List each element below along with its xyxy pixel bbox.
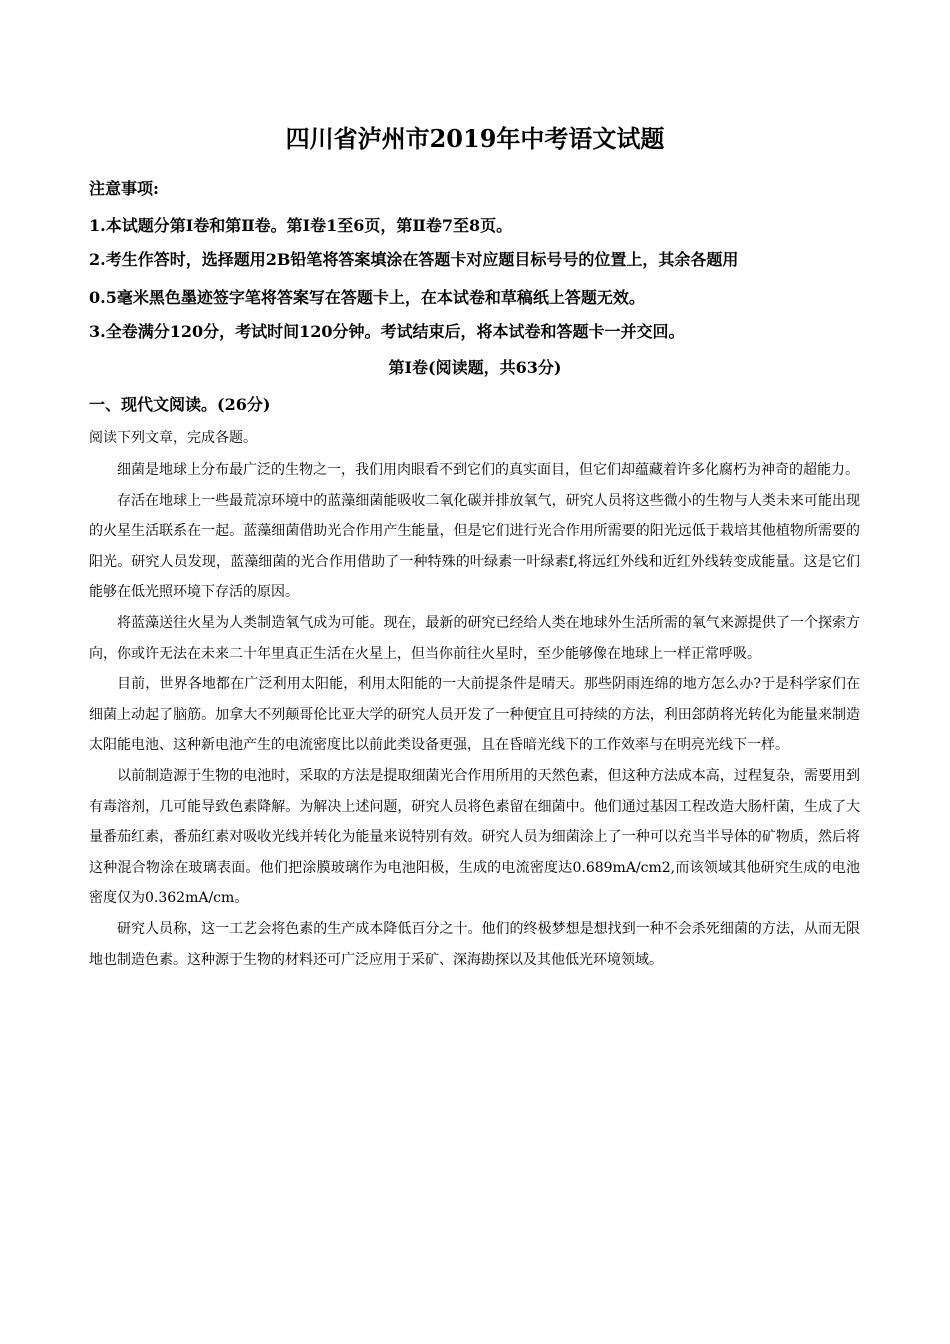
notice-item: 1.本试题分第Ⅰ卷和第Ⅱ卷。第Ⅰ卷1至6页，第Ⅱ卷7至8页。	[89, 216, 513, 235]
section-heading: 一、现代文阅读。(26分)	[89, 395, 271, 414]
notice-item: 2.考生作答时，选择题用2B铅笔将答案填涂在答题卡对应题目标号号的位置上，其余各题用	[89, 250, 739, 269]
article-paragraph: 目前，世界各地都在广泛利用太阳能，利用太阳能的一大前提条件是晴天。那些阴雨连绵的地方怎么办?于是科学家们在细菌上动起了脑筋。加拿大不列颠哥伦比亚大学的研究人员开发了一种便宜且可持续的方法，利田郐荫将光转化为能量来制造太阳能电池、这种新电池产生的电流密度比以前此类设备更强，且在昏暗光线下的工作效率与在明亮光线下一样。	[89, 676, 860, 754]
part-title: 第Ⅰ卷(阅读题，共63分)	[388, 358, 562, 377]
article-paragraph: 存活在地球上一些最荒凉环境中的蓝藻细菌能吸收二氧化碳并排放氧气，研究人员将这些微小的生物与人类未来可能出现的火星生活联系在一起。蓝藻细菌借助光合作用产生能量，但是它们进行光合作用所需要的阳光远低于栽培其他植物所需要的阳光。研究人员发现，蓝藻细菌的光合作用借助了一种特殊的叶绿素一叶绿素f,将远红外线和近红外线转变成能量。这是它们能够在低光照环境下存活的原因。	[89, 492, 860, 601]
article-paragraph: 将蓝藻送往火星为人类制造氧气成为可能。现在，最新的研究已经给人类在地球外生活所需的氧气来源提供了一个探索方向，你或许无法在未来二十年里真正生活在火星上，但当你前往火星时，至少能够像在地球上一样正常呼吸。	[89, 614, 860, 662]
article-paragraph: 细菌是地球上分布最广泛的生物之一，我们用肉眼看不到它们的真实面目，但它们却蕴藏着许多化腐朽为神奇的超能力。	[117, 462, 859, 478]
notice-heading: 注意事项:	[89, 179, 159, 198]
article-paragraph: 以前制造源于生物的电池时，采取的方法是提取细菌光合作用所用的天然色素，但这种方法成本高，过程复杂，需要用到有毒溶剂，几可能导致色素降解。为解决上述问题，研究人员将色素留在细菌中。他们通过基因工程改造大肠杆菌，生成了大量番茄红素，番茄红素对吸收光线并转化为能量来说特别有效。研究人员为细菌涂上了一种可以充当半导体的矿物质，然后将这种混合物涂在玻璃表面。他们把涂膜玻璃作为电池阳极，生成的电流密度达0.689mA/cm2,而该领域其他研究生成的电池密度仅为0.362mA/cm。	[89, 767, 860, 907]
reading-instruction: 阅读下列文章，完成各题。	[89, 430, 257, 446]
notice-item: 3.全卷满分120分，考试时间120分钟。考试结束后，将本试卷和答题卡一并交回。	[89, 322, 685, 341]
notice-item: 0.5毫米黑色墨迹签字笔将答案写在答题卡上，在本试卷和草稿纸上答题无效。	[89, 288, 645, 307]
article-body	[89, 455, 860, 975]
exam-title: 四川省泸州市2019年中考语文试题	[285, 124, 665, 153]
article-paragraph: 研究人员称，这一工艺会将色素的生产成本降低百分之十。他们的终极梦想是想找到一种不会杀死细菌的方法，从而无限地也制造色素。这种源于生物的材料还可广泛应用于采矿、深海勘探以及其他低光环境领域。	[89, 920, 860, 968]
